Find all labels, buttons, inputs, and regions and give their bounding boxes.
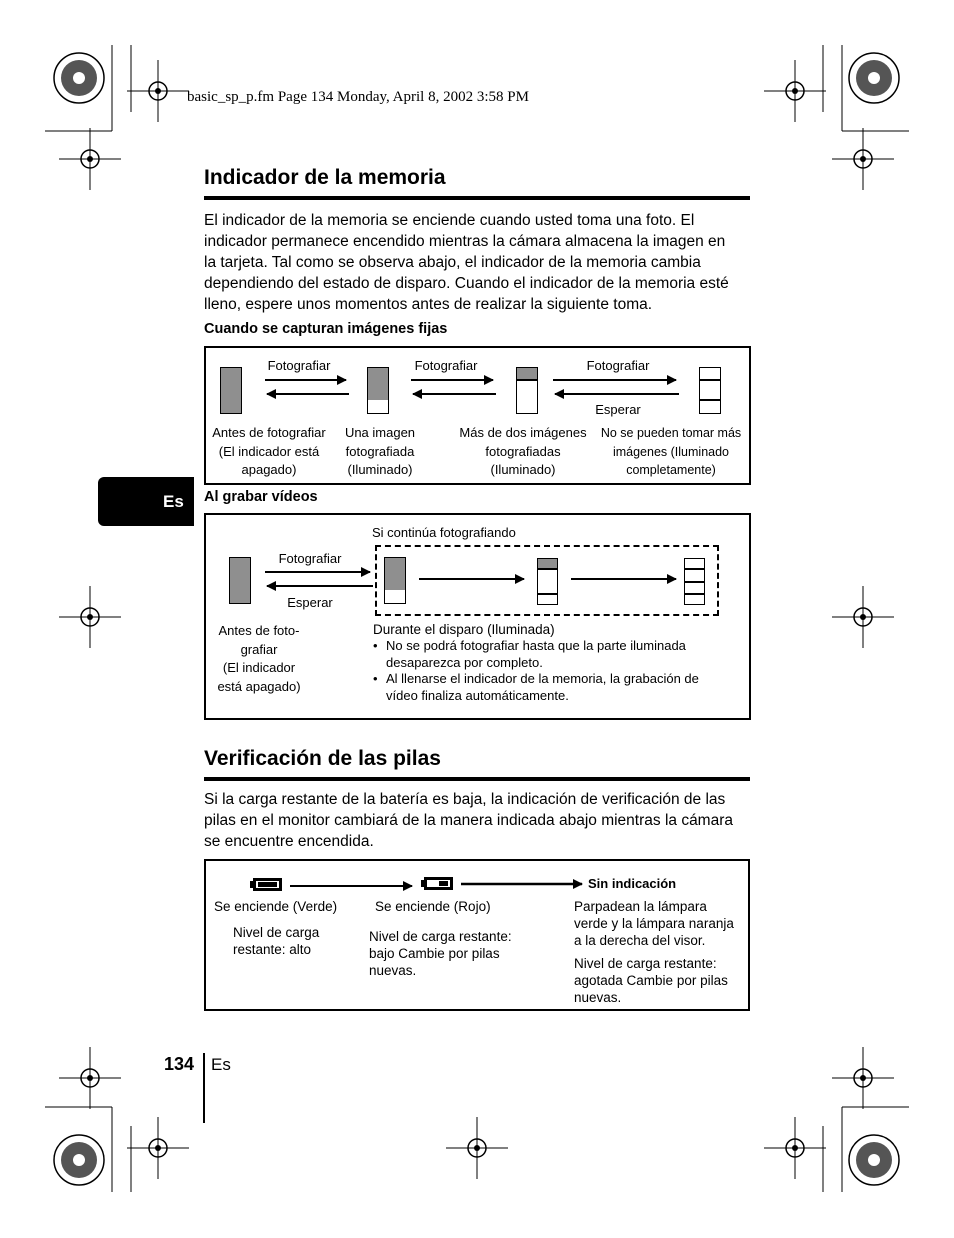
battery-full-icon [250,878,282,891]
battery-level: Nivel de carga restante: alto [233,925,320,957]
arrow-label: Esperar [287,595,333,610]
still-caption: Más de dos imágenes fotografiadas (Iluminado) [459,425,587,477]
battery-low-icon [421,877,453,890]
section-title-battery: Verificación de las pilas [204,747,441,770]
battery-desc: Parpadean la lámpara verde y la lámpara naranja a la derecha del visor. [574,899,734,948]
still-heading: Cuando se capturan imágenes fijas [204,321,448,337]
arrow-label: Fotografiar [586,358,650,373]
battery-state: Se enciende (Rojo) [375,899,491,914]
footer-lang: Es [211,1055,231,1074]
arrow-label: Esperar [595,402,641,417]
file-header: basic_sp_p.fm Page 134 Monday, April 8, 2002 3:58 PM [187,89,529,105]
battery-paragraph: Si la carga restante de la batería es baja, la indicación de verificación de las pilas en el monitor cambiará de la manera indicada abajo mientras la cámara se encuentre encendida. [204,791,733,850]
memory-paragraph: El indicador de la memoria se enciende cuando usted toma una foto. El indicador permanece encendido mientras la cámara almacena la imagen en la tarjeta. Tal como se observa abajo, el indicador de la memoria cambia dependiendo del estado de disparo. Cuando el indicador de la memoria esté lleno, espere unos momentos antes de realizar la siguiente toma. [204,212,729,313]
battery-level: Nivel de carga restante: bajo Cambie por pilas nuevas. [369,929,512,978]
arrow-label: Fotografiar [278,551,342,566]
still-caption: Antes de fotografiar (El indicador está apagado) [212,425,326,477]
language-tab: Es [98,477,194,526]
still-caption: Una imagen fotografiada (Iluminado) [344,425,416,477]
page-number: 134 [164,1054,195,1074]
continue-label: Si continúa fotografiando [372,525,516,540]
footer-rule [203,1053,205,1123]
arrow-label: Fotografiar [414,358,478,373]
no-indication-label: Sin indicación [588,876,677,891]
battery-state: Se enciende (Verde) [214,899,338,914]
video-heading: Al grabar vídeos [204,489,318,505]
arrow-label: Fotografiar [267,358,331,373]
battery-level: Nivel de carga restante: agotada Cambie por pilas nuevas. [574,956,728,1005]
video-left-caption: Antes de foto- grafiar (El indicador está apagado) [217,623,301,694]
bullet-item: • Al llenarse el indicador de la memoria, la grabación de vídeo finaliza automáticamente. [373,671,699,703]
section-title-memory: Indicador de la memoria [204,166,446,189]
bullet-item: • No se podrá fotografiar hasta que la parte iluminada desaparezca por completo. [373,638,686,670]
during-title: Durante el disparo (Iluminada) [373,622,555,637]
still-caption: No se pueden tomar más imágenes (Iluminado completamente) [600,426,742,477]
